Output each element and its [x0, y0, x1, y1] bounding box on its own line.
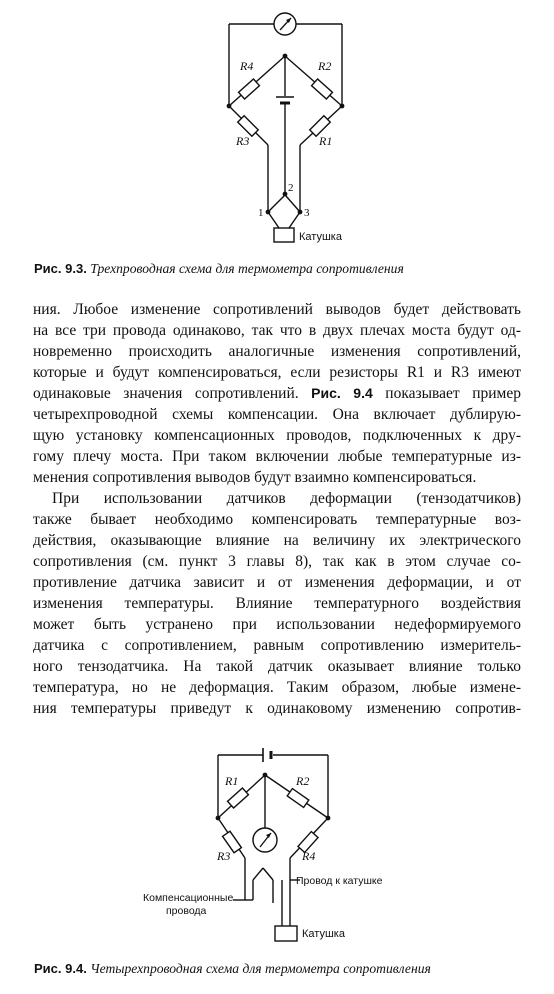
compensation-wires-label-2: провода	[166, 905, 207, 917]
galvanometer-icon	[253, 828, 277, 852]
figure-reference: Рис. 9.4	[311, 385, 373, 401]
label-r2: R2	[296, 774, 310, 788]
label-r3: R3	[217, 849, 231, 863]
body-text	[33, 299, 521, 719]
coil-box	[275, 926, 297, 941]
battery-icon	[263, 748, 271, 762]
terminal-3-label: 3	[304, 207, 310, 219]
figure-9-4	[0, 730, 554, 960]
label-r1: R1	[225, 774, 239, 788]
compensation-wires-label: Компенсационные	[143, 892, 234, 904]
text-span: одинаковые значения сопротивлений.	[33, 385, 299, 402]
text-line: которые и будут компенсироваться, если резисторы R1 и R3 имеют	[33, 364, 521, 381]
coil-label: Катушка	[302, 928, 345, 940]
text-span: показывает пример	[385, 385, 521, 402]
caption-text: Четырехпроводная схема для термометра сопротивления	[90, 961, 431, 976]
resistor-r2-icon	[312, 79, 333, 99]
label-r2: R2	[318, 59, 332, 73]
text-line: также бывает необходимо компенсировать температурные воз-	[33, 511, 521, 528]
text-line: ния. Любое изменение сопротивлений выводов будет действовать	[33, 301, 521, 318]
caption-number: Рис. 9.3.	[34, 261, 87, 276]
terminal-2-label: 2	[288, 182, 294, 194]
four-wire-bridge-diagram	[0, 730, 554, 960]
galvanometer-icon	[274, 13, 296, 35]
text-line: четырехпроводной схемы компенсации. Она включает дублирую-	[33, 406, 521, 423]
text-line: новременно происходить аналогичные изменения сопротивлений,	[33, 343, 521, 360]
text-line: изменения температуры. Влияние температурного воздействия	[33, 595, 521, 612]
text-line: При использовании датчиков деформации (тензодатчиков)	[52, 490, 521, 507]
coil-label: Катушка	[299, 231, 342, 243]
text-line: температура, но не деформация. Таким образом, любые измене-	[33, 679, 521, 696]
figure-9-3	[0, 0, 554, 250]
lead-to-coil-label: Провод к катушке	[296, 875, 383, 887]
text-line: ния температуры приведут к одинаковому изменению сопротив-	[33, 700, 521, 717]
resistor-r1-icon	[228, 788, 249, 808]
caption-number: Рис. 9.4.	[34, 961, 87, 976]
text-line: на все три провода одинаково, так что в двух плечах моста будут од-	[33, 322, 521, 339]
resistor-r2-icon	[287, 789, 309, 808]
resistor-r4-icon	[239, 79, 260, 99]
label-r4: R4	[240, 59, 254, 73]
battery-icon	[276, 97, 294, 103]
text-line	[33, 383, 521, 404]
text-line: щую установку компенсационных проводов, подключенных к дру-	[33, 427, 521, 444]
text-line: противление датчика зависит и от изменения деформации, и от	[33, 574, 521, 591]
text-line: действия, оказывающие влияние на величину их электрического	[33, 532, 521, 549]
text-line: ного тензодатчика. На такой датчик оказывает влияние только	[33, 658, 521, 675]
text-line: датчика с сопротивлением, равным сопротивлению измеритель-	[33, 637, 521, 654]
label-r1: R1	[319, 134, 333, 148]
label-r3: R3	[236, 134, 250, 148]
figure-9-4-caption	[34, 961, 431, 977]
three-wire-bridge-diagram	[0, 0, 554, 250]
text-line: может быть устранено при использовании недеформируемого	[33, 616, 521, 633]
label-r4: R4	[302, 849, 316, 863]
caption-text: Трехпроводная схема для термометра сопротивления	[90, 261, 404, 276]
text-line: сопротивления (см. пункт 3 главы 8), так как в этом случае со-	[33, 553, 521, 570]
coil-box	[274, 228, 294, 242]
text-line: гому плечу моста. При таком включении любые температурные из-	[33, 448, 521, 465]
figure-9-3-caption	[34, 261, 404, 277]
terminal-1-label: 1	[258, 207, 264, 219]
text-line: менения сопротивления выводов будут взаимно компенсироваться.	[33, 469, 477, 486]
